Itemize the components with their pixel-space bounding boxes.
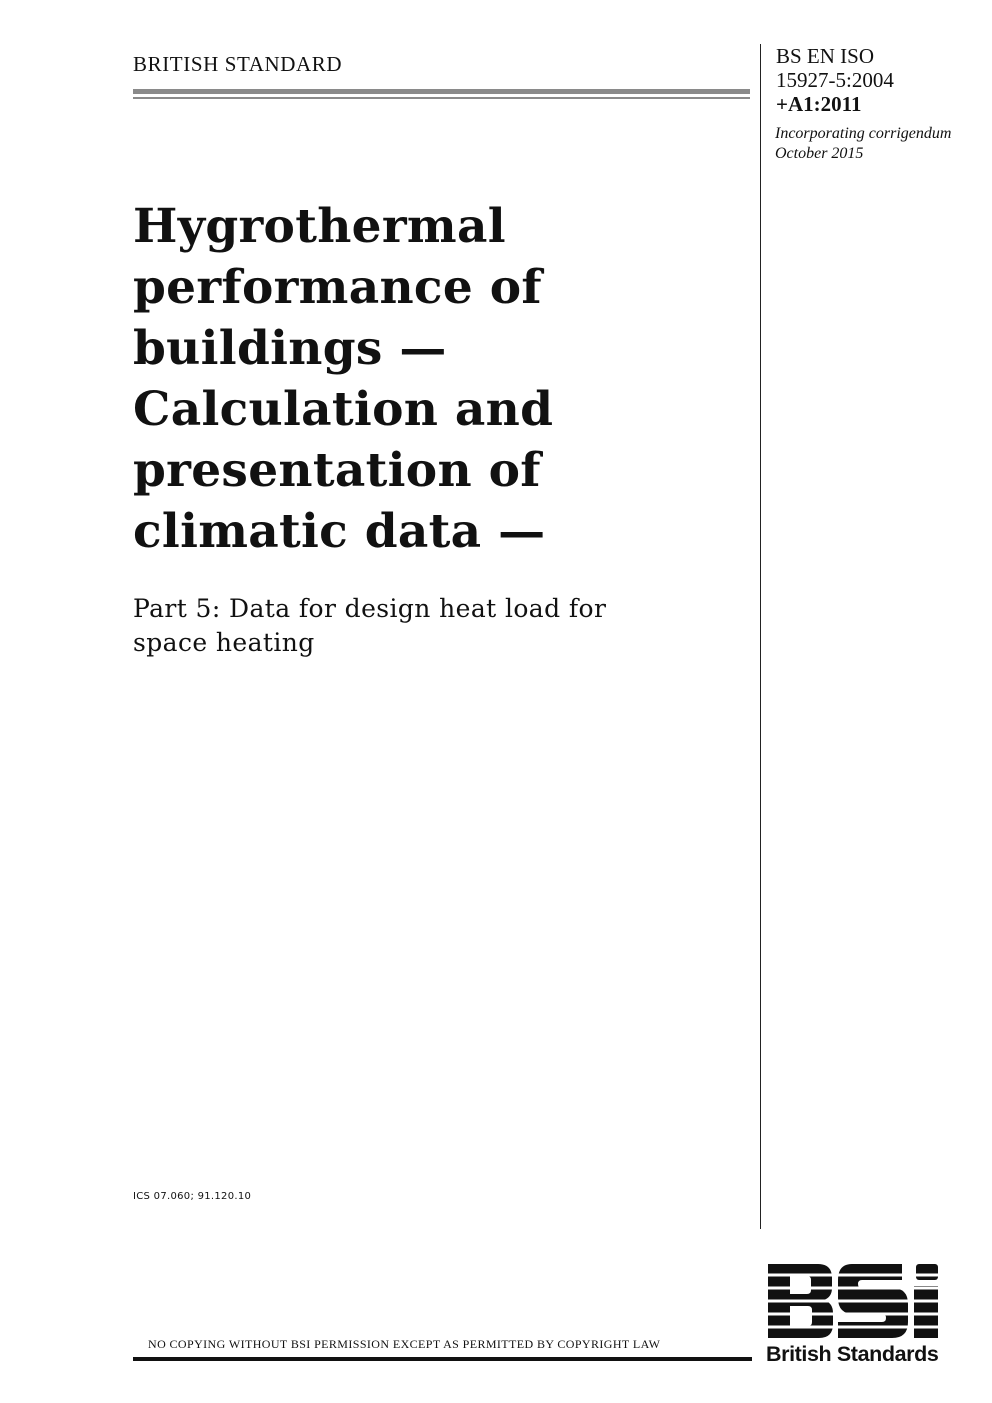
- title-line: Hygrothermal: [133, 199, 506, 254]
- title-line: buildings —: [133, 321, 447, 376]
- standard-identifier: [776, 44, 894, 116]
- header-rule-thick: [133, 89, 750, 94]
- corrigendum-note: [775, 124, 951, 164]
- title-line: Calculation and: [133, 382, 554, 437]
- document-title: [133, 196, 748, 562]
- corrigendum-line2: October 2015: [775, 145, 864, 162]
- column-divider: [760, 44, 761, 1229]
- document-subtitle: [133, 592, 748, 660]
- title-line: presentation of: [133, 443, 541, 498]
- ics-code: ICS 07.060; 91.120.10: [133, 1191, 252, 1202]
- standard-number-line2: 15927-5:2004: [776, 68, 894, 92]
- copyright-notice: NO COPYING WITHOUT BSI PERMISSION EXCEPT AS PERMITTED BY COPYRIGHT LAW: [148, 1337, 661, 1351]
- title-line: performance of: [133, 260, 542, 315]
- footer-rule: [133, 1357, 752, 1361]
- subtitle-line: space heating: [133, 628, 315, 657]
- title-line: climatic data —: [133, 504, 546, 559]
- header-rule-thin: [133, 97, 750, 99]
- series-label: BRITISH STANDARD: [133, 52, 343, 76]
- standard-number-line1: BS EN ISO: [776, 44, 875, 68]
- subtitle-line: Part 5: Data for design heat load for: [133, 594, 607, 623]
- corrigendum-line1: Incorporating corrigendum: [775, 125, 952, 142]
- amendment-number: +A1:2011: [776, 92, 862, 116]
- bsi-caption: British Standards: [766, 1342, 939, 1366]
